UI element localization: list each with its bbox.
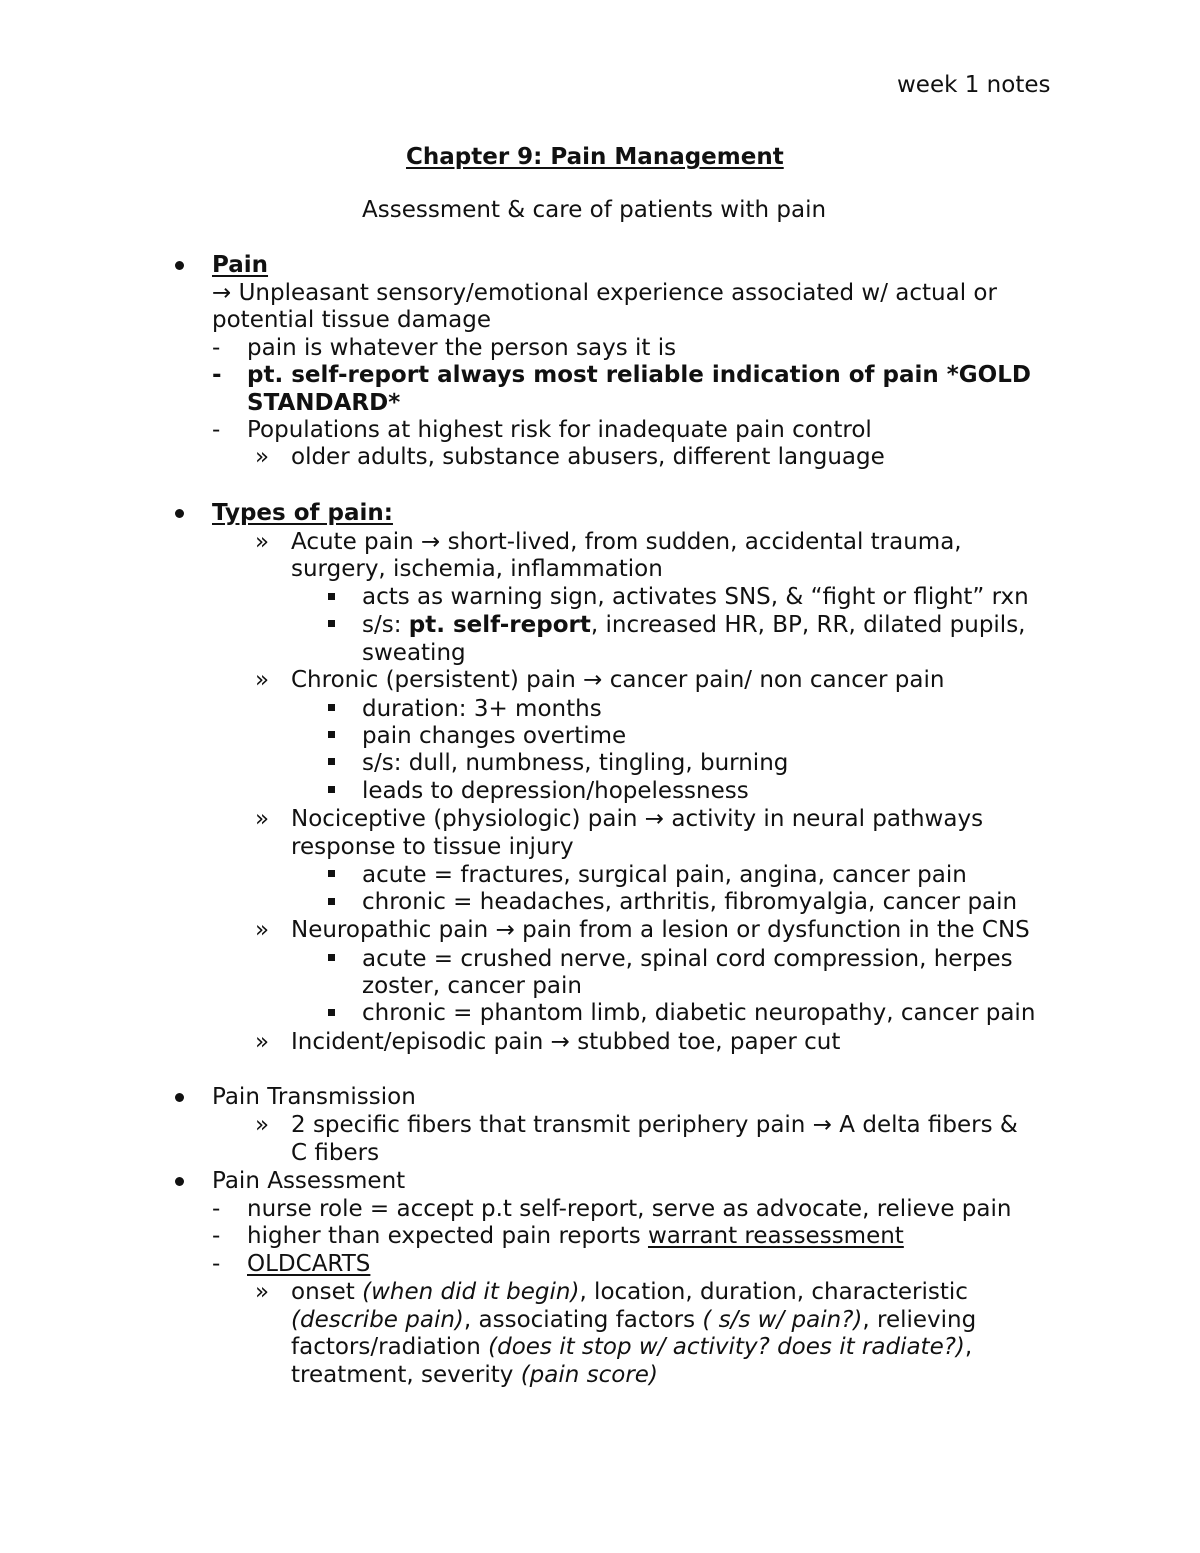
arrow-icon: → (421, 529, 441, 555)
pain-point-3: Populations at highest risk for inadequate pain control (247, 417, 872, 443)
chevron-icon: » (255, 1112, 270, 1138)
page-header: week 1 notes (897, 72, 1051, 98)
dash-icon: - (212, 1196, 221, 1222)
page-subtitle: Assessment & care of patients with pain (362, 197, 827, 223)
assessment-point-3: OLDCARTS (247, 1251, 371, 1277)
arrow-icon: → (812, 1112, 832, 1138)
acute-pain-line1: Acute pain → short-lived, from sudden, accidental trauma, (291, 529, 962, 555)
neuropathic-sub-1-cont: zoster, cancer pain (362, 973, 582, 999)
assessment-point-2: higher than expected pain reports warrant reassessment (247, 1223, 904, 1249)
acute-sub-1: acts as warning sign, activates SNS, & “fight or flight” rxn (362, 584, 1029, 610)
chevron-icon: » (255, 667, 270, 693)
chevron-icon: » (255, 444, 270, 470)
chevron-icon: » (255, 917, 270, 943)
chronic-pain-line1: Chronic (persistent) pain → cancer pain/ non cancer pain (291, 667, 945, 693)
section-heading-types: Types of pain: (212, 500, 393, 526)
neuropathic-pain-line1: Neuropathic pain → pain from a lesion or dysfunction in the CNS (291, 917, 1030, 943)
neuropathic-sub-1: acute = crushed nerve, spinal cord compression, herpes (362, 946, 1013, 972)
square-bullet-icon (328, 898, 335, 905)
square-bullet-icon (328, 593, 335, 600)
acute-sub-2-cont: sweating (362, 640, 466, 666)
acute-sub-2: s/s: pt. self-report, increased HR, BP, RR, dilated pupils, (362, 612, 1026, 638)
nociceptive-sub-1: acute = fractures, surgical pain, angina, cancer pain (362, 862, 967, 888)
pain-point-2-line1: pt. self-report always most reliable indication of pain *GOLD (247, 362, 1031, 388)
oldcarts-line3: factors/radiation (does it stop w/ activity? does it radiate?), (291, 1334, 973, 1360)
square-bullet-icon (328, 758, 335, 765)
chronic-sub-2: pain changes overtime (362, 723, 627, 749)
arrow-icon: → (644, 806, 665, 832)
pain-point-2-line2: STANDARD* (247, 390, 401, 416)
chronic-sub-3: s/s: dull, numbness, tingling, burning (362, 750, 789, 776)
arrow-icon: → (583, 667, 603, 693)
chevron-icon: » (255, 529, 270, 555)
section-heading-pain: Pain (212, 252, 269, 278)
incident-pain-line1: Incident/episodic pain → stubbed toe, paper cut (291, 1029, 841, 1055)
bullet-icon (175, 261, 184, 270)
dash-icon: - (212, 1223, 221, 1249)
acute-pain-line2: surgery, ischemia, inflammation (291, 556, 663, 582)
square-bullet-icon (328, 620, 335, 627)
dash-icon: - (212, 417, 221, 443)
square-bullet-icon (328, 786, 335, 793)
square-bullet-icon (328, 704, 335, 711)
chronic-sub-4: leads to depression/hopelessness (362, 778, 749, 804)
chronic-sub-1: duration: 3+ months (362, 696, 602, 722)
dash-icon: - (212, 335, 221, 361)
pain-point-1: pain is whatever the person says it is (247, 335, 677, 361)
square-bullet-icon (328, 954, 335, 961)
oldcarts-line1: onset (when did it begin), location, duration, characteristic (291, 1279, 968, 1305)
section-heading-transmission: Pain Transmission (212, 1084, 416, 1110)
square-bullet-icon (328, 870, 335, 877)
nociceptive-pain-line2: response to tissue injury (291, 834, 574, 860)
bullet-icon (175, 1093, 184, 1102)
arrow-icon: → (495, 917, 515, 943)
square-bullet-icon (328, 731, 335, 738)
oldcarts-line4: treatment, severity (pain score) (291, 1362, 658, 1388)
bullet-icon (175, 1177, 184, 1186)
arrow-icon: → (212, 280, 232, 306)
chevron-icon: » (255, 1279, 270, 1305)
pain-definition-line1: → Unpleasant sensory/emotional experience associated w/ actual or (212, 280, 997, 306)
nociceptive-pain-line1: Nociceptive (physiologic) pain → activity in neural pathways (291, 806, 984, 832)
nociceptive-sub-2: chronic = headaches, arthritis, fibromyalgia, cancer pain (362, 889, 1018, 915)
bullet-icon (175, 509, 184, 518)
arrow-icon: → (550, 1029, 570, 1055)
page-title: Chapter 9: Pain Management (406, 144, 784, 170)
pain-definition-line2: potential tissue damage (212, 307, 491, 333)
transmission-line2: C fibers (291, 1140, 380, 1166)
neuropathic-sub-2: chronic = phantom limb, diabetic neuropathy, cancer pain (362, 1000, 1036, 1026)
chevron-icon: » (255, 1029, 270, 1055)
dash-icon: - (212, 1251, 221, 1277)
transmission-line1: 2 specific fibers that transmit periphery pain → A delta fibers & (291, 1112, 1018, 1138)
chevron-icon: » (255, 806, 270, 832)
oldcarts-line2: (describe pain), associating factors ( s/s w/ pain?), relieving (291, 1307, 977, 1333)
pain-point-3-sub: older adults, substance abusers, different language (291, 444, 885, 470)
square-bullet-icon (328, 1009, 335, 1016)
section-heading-assessment: Pain Assessment (212, 1168, 406, 1194)
assessment-point-1: nurse role = accept p.t self-report, serve as advocate, relieve pain (247, 1196, 1012, 1222)
dash-icon: - (212, 362, 222, 388)
